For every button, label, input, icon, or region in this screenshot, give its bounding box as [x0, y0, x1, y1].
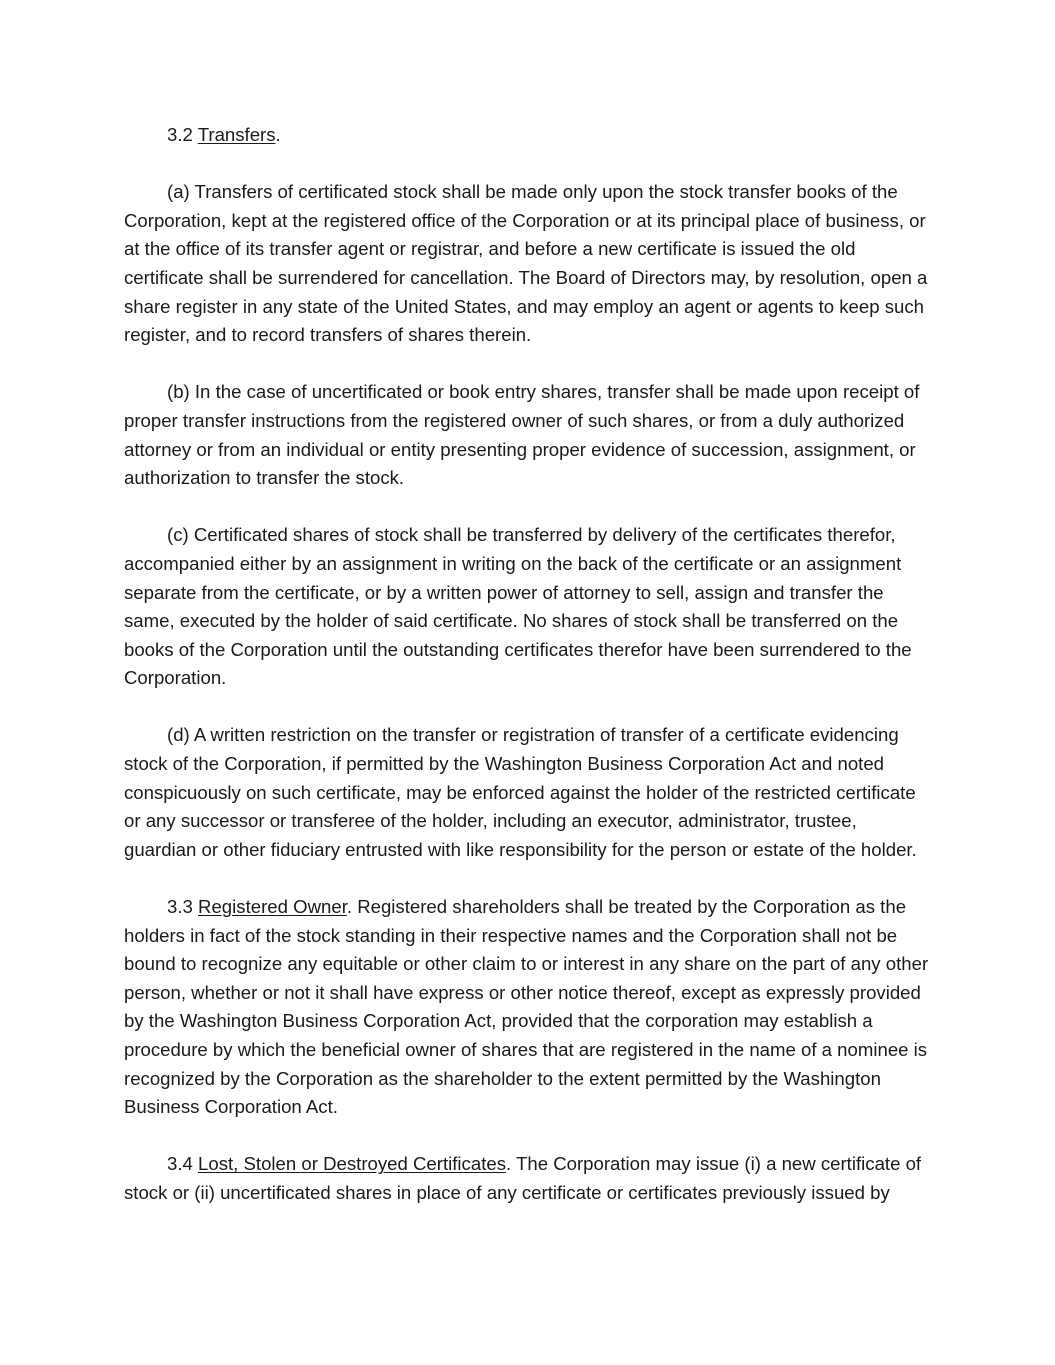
section-title-punctuation: . [275, 124, 281, 145]
paragraph-b: (b) In the case of uncertificated or book entry shares, transfer shall be made upon receipt of proper transfer instructions from the registered owner of such shares, or from a duly authorized attorney or from an individual or entity presenting proper evidence of succession, assignment, or authorization to transfer the stock. [124, 381, 920, 489]
section-3-2-heading [124, 121, 930, 150]
section-number: 3.4 [167, 1153, 193, 1175]
section-body: . The Corporation may issue (i) a new certificate of stock or (ii) uncertificated shares in place of any certificate or certificates previously issued by [124, 1153, 922, 1203]
paragraph-c: (c) Certificated shares of stock shall be transferred by delivery of the certificates therefor, accompanied either by an assignment in writing on the back of the certificate or an assignment separate from the certificate, or by a written power of attorney to sell, assign and transfer the same, executed by the holder of said certificate. No shares of stock shall be transferred on the books of the Corporation until the outstanding certificates therefor have been surrendered to the Corporation. [124, 524, 912, 689]
document-body [124, 121, 930, 1208]
section-number: 3.3 [167, 896, 193, 918]
paragraph-d: (d) A written restriction on the transfer or registration of transfer of a certificate evidencing stock of the Corporation, if permitted by the Washington Business Corporation Act and noted conspicuously on such certificate, may be enforced against the holder of the restricted certificate or any successor or transferee of the holder, including an executor, administrator, trustee, guardian or other fiduciary entrusted with like responsibility for the person or estate of the holder. [124, 724, 917, 860]
section-number: 3.2 [167, 124, 193, 145]
section-title: Registered Owner [198, 896, 347, 918]
section-title: Lost, Stolen or Destroyed Certificates [198, 1153, 506, 1175]
section-title: Transfers [197, 124, 276, 145]
section-body: . Registered shareholders shall be treated by the Corporation as the holders in fact of the stock standing in their respective names and the Corporation shall not be bound to recognize any equitable or other claim to or interest in any share on the part of any other person, whether or not it shall have express or other notice thereof, except as expressly provided by the Washington Business Corporation Act, provided that the corporation may establish a procedure by which the beneficial owner of shares that are registered in the name of a nominee is recognized by the Corporation as the shareholder to the extent permitted by the Washington Business Corporation Act. [124, 896, 929, 1118]
section-3-3 [124, 893, 930, 1122]
paragraph-a: (a) Transfers of certificated stock shall be made only upon the stock transfer books of the Corporation, kept at the registered office of the Corporation or at its principal place of business, or at the office of its transfer agent or registrar, and before a new certificate is issued the old certificate shall be surrendered for cancellation. The Board of Directors may, by resolution, open a share register in any state of the United States, and may employ an agent or agents to keep such register, and to record transfers of shares therein. [124, 181, 928, 346]
section-3-4 [124, 1150, 930, 1207]
